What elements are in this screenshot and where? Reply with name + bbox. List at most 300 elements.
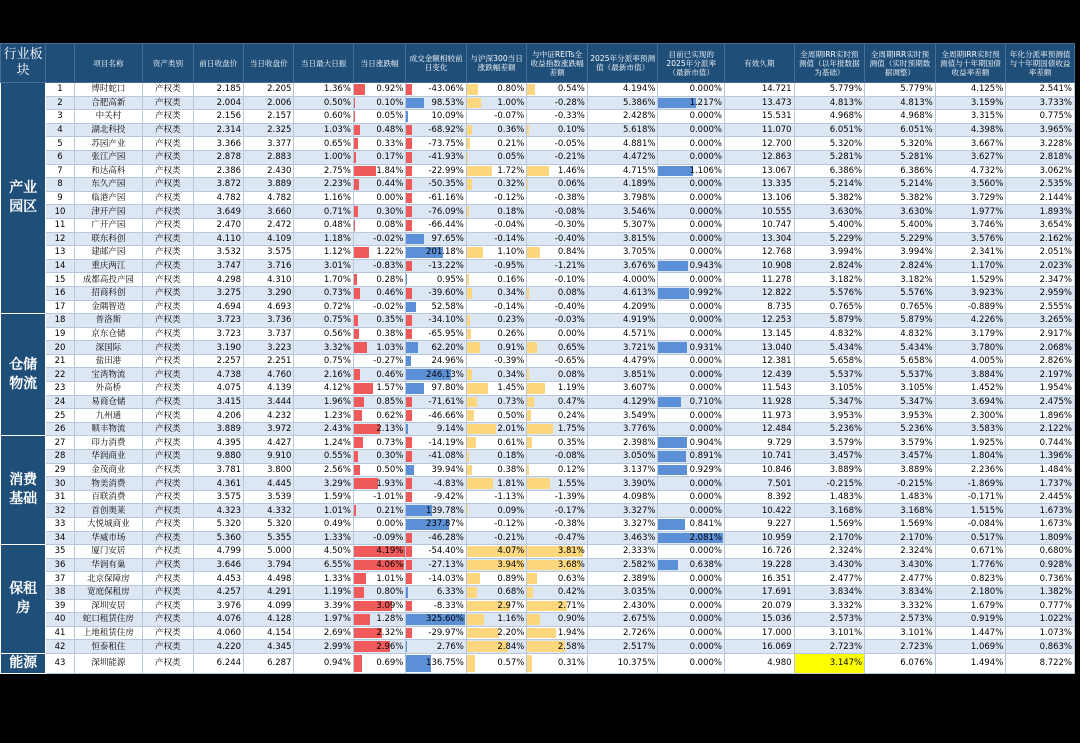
asset-class: 产权类	[143, 450, 193, 464]
data-bar	[467, 179, 472, 190]
column-header[interactable]: 与中证REITs全收益指数涨跌幅差额	[527, 44, 588, 83]
value-cell: 3.667%	[935, 137, 1006, 151]
value-cell: 2.675%	[587, 613, 658, 627]
value-cell: 15.531	[724, 110, 794, 124]
value-cell: 4.291	[244, 585, 294, 599]
value-cell: 0.928%	[1006, 558, 1075, 572]
table-row[interactable]	[1, 490, 1075, 504]
column-header[interactable]: 资产类别	[143, 44, 193, 83]
value-cell: 1.01%	[294, 504, 353, 518]
value-cell: 3.01%	[294, 259, 353, 273]
value-cell: 4.323	[193, 504, 243, 518]
table-row[interactable]	[1, 327, 1075, 341]
value-cell: 1.673%	[1006, 504, 1075, 518]
row-index: 28	[46, 450, 74, 464]
reits-table	[0, 43, 1075, 674]
table-row[interactable]	[1, 531, 1075, 545]
data-bar	[354, 573, 366, 584]
cell-value: 0.42%	[557, 587, 585, 598]
data-bar	[406, 206, 411, 217]
value-cell: 1.484%	[1006, 463, 1075, 477]
value-cell: 2.051%	[1006, 246, 1075, 260]
project-name: 华润有巢	[74, 558, 143, 572]
data-bar	[406, 125, 411, 136]
value-cell	[406, 314, 467, 328]
value-cell	[353, 218, 405, 232]
value-cell: -0.40%	[527, 232, 588, 246]
value-cell	[658, 518, 725, 532]
cell-value: 1.16%	[497, 614, 525, 625]
value-cell: 2.430	[244, 164, 294, 178]
value-cell	[406, 504, 467, 518]
value-cell: 4.398%	[935, 123, 1006, 137]
row-index: 9	[46, 191, 74, 205]
value-cell: 4.813%	[794, 96, 865, 110]
cell-value: 1.46%	[557, 165, 585, 176]
data-bar	[658, 451, 686, 462]
value-cell: 2.023%	[1006, 259, 1075, 273]
column-header[interactable]: 2025年分派率预测值（最新市值）	[587, 44, 658, 83]
value-cell: 12.381	[724, 354, 794, 368]
cell-value: 1.57%	[376, 383, 404, 394]
value-cell	[353, 286, 405, 300]
value-cell	[466, 545, 527, 559]
value-cell	[466, 368, 527, 382]
table-row[interactable]	[1, 395, 1075, 409]
value-cell	[466, 314, 527, 328]
value-cell: 2.162%	[1006, 232, 1075, 246]
value-cell: 5.236%	[865, 422, 936, 436]
table-row[interactable]	[1, 599, 1075, 613]
row-index: 11	[46, 218, 74, 232]
value-cell: 2.170%	[794, 531, 865, 545]
value-cell: -0.10%	[527, 273, 588, 287]
value-cell: 3.953%	[794, 409, 865, 423]
table-row[interactable]	[1, 164, 1075, 178]
row-index: 23	[46, 382, 74, 396]
value-cell: 4.715%	[587, 164, 658, 178]
value-cell: 4.12%	[294, 382, 353, 396]
table-row[interactable]	[1, 368, 1075, 382]
value-cell: 5.281%	[794, 150, 865, 164]
cell-value: 2.081%	[689, 532, 722, 543]
row-index: 31	[46, 490, 74, 504]
table-row[interactable]	[1, 640, 1075, 654]
table-row[interactable]	[1, 436, 1075, 450]
value-cell: 12.253	[724, 314, 794, 328]
value-cell: 0.55%	[294, 450, 353, 464]
row-index: 22	[46, 368, 74, 382]
cell-value: 97.65%	[431, 233, 464, 244]
cell-value: 0.80%	[497, 84, 525, 95]
value-cell: 4.226%	[935, 314, 1006, 328]
value-cell: 5.879%	[865, 314, 936, 328]
table-row[interactable]	[1, 504, 1075, 518]
table-row[interactable]	[1, 178, 1075, 192]
value-cell: 2.180%	[935, 585, 1006, 599]
value-cell	[466, 558, 527, 572]
data-bar	[406, 628, 411, 639]
project-name: 大悦城商业	[74, 518, 143, 532]
table-row[interactable]	[1, 246, 1075, 260]
cell-value: 2.97%	[497, 600, 525, 611]
data-bar	[467, 152, 468, 163]
value-cell: 1.893%	[1006, 205, 1075, 219]
table-row[interactable]	[1, 354, 1075, 368]
value-cell: 2.472	[244, 218, 294, 232]
table-row[interactable]	[1, 572, 1075, 586]
cell-value: 0.35%	[376, 315, 404, 326]
data-bar	[467, 397, 478, 408]
table-row[interactable]	[1, 205, 1075, 219]
table-row[interactable]	[1, 286, 1075, 300]
value-cell: 17.691	[724, 585, 794, 599]
table-row[interactable]	[1, 613, 1075, 627]
value-cell: 4.445	[244, 477, 294, 491]
value-cell: 6.051%	[865, 123, 936, 137]
value-cell: 0.863%	[1006, 640, 1075, 654]
table-row[interactable]	[1, 110, 1075, 124]
value-cell: 0.000%	[658, 653, 725, 673]
data-bar	[354, 369, 360, 380]
cell-value: 10.09%	[431, 111, 464, 122]
value-cell: 15.036	[724, 613, 794, 627]
cell-value: -8.33%	[433, 600, 464, 611]
column-header[interactable]: 有效久期	[724, 44, 794, 83]
table-row[interactable]	[1, 477, 1075, 491]
cell-value: -14.03%	[428, 573, 464, 584]
value-cell	[527, 436, 588, 450]
row-index: 35	[46, 545, 74, 559]
value-cell: 0.56%	[294, 327, 353, 341]
column-header[interactable]: 当日涨跌幅	[353, 44, 405, 83]
asset-class: 产权类	[143, 110, 193, 124]
value-cell	[527, 382, 588, 396]
row-index: 40	[46, 613, 74, 627]
value-cell: 1.673%	[1006, 518, 1075, 532]
column-header[interactable]: 年化分派率预测值与十年期国债收益率差额	[1006, 44, 1075, 83]
row-index: 37	[46, 572, 74, 586]
value-cell: 5.320%	[794, 137, 865, 151]
value-cell	[466, 205, 527, 219]
value-cell: 3.546%	[587, 205, 658, 219]
asset-class: 产权类	[143, 123, 193, 137]
asset-class: 产权类	[143, 558, 193, 572]
value-cell: 3.101%	[794, 626, 865, 640]
data-bar	[406, 356, 411, 367]
value-cell: 5.214%	[794, 178, 865, 192]
value-cell: 13.145	[724, 327, 794, 341]
cell-value: 2.20%	[497, 628, 525, 639]
value-cell: 0.000%	[658, 300, 725, 314]
column-header[interactable]: 前日收盘价	[193, 44, 243, 83]
value-cell	[406, 232, 467, 246]
value-cell	[466, 395, 527, 409]
table-row[interactable]	[1, 450, 1075, 464]
asset-class: 产权类	[143, 354, 193, 368]
table-row[interactable]	[1, 123, 1075, 137]
value-cell: 4.881%	[587, 137, 658, 151]
table-row[interactable]	[1, 545, 1075, 559]
cell-value: 1.94%	[557, 628, 585, 639]
asset-class: 产权类	[143, 368, 193, 382]
cell-value: 1.00%	[497, 97, 525, 108]
value-cell: 3.884%	[935, 368, 1006, 382]
project-name: 外高桥	[74, 382, 143, 396]
value-cell: 13.335	[724, 178, 794, 192]
value-cell: 11.928	[724, 395, 794, 409]
cell-value: 0.85%	[376, 396, 404, 407]
cell-value: 0.65%	[557, 342, 585, 353]
table-row[interactable]	[1, 341, 1075, 355]
value-cell: 0.94%	[294, 653, 353, 673]
project-name: 宽庭保租房	[74, 585, 143, 599]
cell-value: -46.28%	[428, 532, 464, 543]
cell-value: 3.81%	[557, 546, 585, 557]
value-cell	[527, 164, 588, 178]
value-cell: 3.694%	[935, 395, 1006, 409]
asset-class: 产权类	[143, 531, 193, 545]
column-header[interactable]: 全周期IRR实时预测值（实时预期数据调整）	[865, 44, 936, 83]
asset-class: 产权类	[143, 191, 193, 205]
table-row[interactable]	[1, 518, 1075, 532]
value-cell: 1.494%	[935, 653, 1006, 673]
column-header[interactable]: 目前已实现的2025年分派率（最新市值）	[658, 44, 725, 83]
data-bar	[527, 573, 536, 584]
value-cell: 0.777%	[1006, 599, 1075, 613]
header-row	[1, 44, 1075, 83]
value-cell	[353, 96, 405, 110]
value-cell: 3.834%	[794, 585, 865, 599]
cell-value: 1.55%	[557, 478, 585, 489]
table-row[interactable]	[1, 232, 1075, 246]
value-cell: 2.185	[193, 83, 243, 97]
project-name: 物美消费	[74, 477, 143, 491]
value-cell: 10.555	[724, 205, 794, 219]
asset-class: 产权类	[143, 327, 193, 341]
project-name: 金隅智造	[74, 300, 143, 314]
data-bar	[354, 614, 370, 625]
value-cell: 2.878	[193, 150, 243, 164]
value-cell: 2.300%	[935, 409, 1006, 423]
cell-value: 0.16%	[497, 274, 525, 285]
data-bar	[527, 614, 540, 625]
value-cell: -0.30%	[527, 218, 588, 232]
value-cell: 2.824%	[794, 259, 865, 273]
value-cell: 1.737%	[1006, 477, 1075, 491]
data-bar	[467, 587, 477, 598]
value-cell: -0.215%	[865, 477, 936, 491]
cell-value: 0.17%	[376, 152, 404, 163]
cell-value: 0.69%	[376, 658, 404, 669]
cell-value: 4.19%	[376, 546, 404, 557]
value-cell: 1.569%	[794, 518, 865, 532]
data-bar	[527, 587, 533, 598]
cell-value: 0.54%	[557, 84, 585, 95]
value-cell	[527, 626, 588, 640]
value-cell	[527, 572, 588, 586]
value-cell: -0.02%	[353, 232, 405, 246]
value-cell: 0.000%	[658, 382, 725, 396]
row-index: 21	[46, 354, 74, 368]
table-row[interactable]	[1, 96, 1075, 110]
value-cell	[353, 314, 405, 328]
value-cell	[658, 96, 725, 110]
value-cell: 2.236%	[935, 463, 1006, 477]
data-bar	[467, 478, 493, 489]
value-cell: 0.000%	[658, 218, 725, 232]
cell-value: 0.89%	[497, 573, 525, 584]
value-cell: 3.327%	[587, 504, 658, 518]
table-row[interactable]	[1, 83, 1075, 97]
data-bar	[527, 397, 534, 408]
value-cell: 2.23%	[294, 178, 353, 192]
table-row[interactable]	[1, 150, 1075, 164]
value-cell: 3.781	[193, 463, 243, 477]
table-row[interactable]	[1, 137, 1075, 151]
table-row[interactable]	[1, 422, 1075, 436]
column-header[interactable]: 项目名称	[74, 44, 143, 83]
project-name: 盐田港	[74, 354, 143, 368]
row-index: 19	[46, 327, 74, 341]
value-cell	[466, 341, 527, 355]
value-cell: 3.532	[193, 246, 243, 260]
value-cell: 6.386%	[794, 164, 865, 178]
row-index: 6	[46, 150, 74, 164]
asset-class: 产权类	[143, 422, 193, 436]
cell-value: -73.75%	[428, 138, 464, 149]
table-row[interactable]	[1, 382, 1075, 396]
value-cell	[527, 341, 588, 355]
row-index: 42	[46, 640, 74, 654]
table-row[interactable]	[1, 558, 1075, 572]
value-cell: 3.415	[193, 395, 243, 409]
value-cell	[406, 327, 467, 341]
column-header[interactable]	[46, 44, 74, 83]
cell-value: -43.06%	[428, 84, 464, 95]
asset-class: 产权类	[143, 653, 193, 673]
project-name: 上地租赁住房	[74, 626, 143, 640]
table-row[interactable]	[1, 191, 1075, 205]
value-cell: 3.182%	[794, 273, 865, 287]
value-cell: 2.006	[244, 96, 294, 110]
project-name: 广开产园	[74, 218, 143, 232]
value-cell: -0.28%	[527, 96, 588, 110]
column-header[interactable]: 全周期IRR实时预测值与十年期国债收益率差额	[935, 44, 1006, 83]
column-header[interactable]: 当日最大日振	[294, 44, 353, 83]
cell-value: 1.19%	[557, 383, 585, 394]
value-cell: 0.765%	[865, 300, 936, 314]
value-cell: 3.105%	[865, 382, 936, 396]
cell-value: 2.71%	[557, 600, 585, 611]
value-cell: 4.060	[193, 626, 243, 640]
project-name: 博时蛇口	[74, 83, 143, 97]
asset-class: 产权类	[143, 409, 193, 423]
column-header[interactable]: 全周期IRR实时预测值（以年报数据为基础）	[794, 44, 865, 83]
value-cell: -1.13%	[466, 490, 527, 504]
asset-class: 产权类	[143, 613, 193, 627]
cell-value: -4.83%	[433, 478, 464, 489]
value-cell	[406, 123, 467, 137]
table-row[interactable]	[1, 409, 1075, 423]
table-row[interactable]	[1, 653, 1075, 673]
value-cell	[406, 341, 467, 355]
value-cell: 8.722%	[1006, 653, 1075, 673]
value-cell: 4.154	[244, 626, 294, 640]
value-cell: 4.232	[244, 409, 294, 423]
value-cell: 4.980	[724, 653, 794, 673]
cell-value: 0.710%	[689, 396, 722, 407]
value-cell	[353, 409, 405, 423]
value-cell	[527, 463, 588, 477]
value-cell	[466, 96, 527, 110]
value-cell	[527, 653, 588, 673]
cell-value: 2.96%	[376, 641, 404, 652]
cell-value: 237.87%	[426, 519, 464, 530]
value-cell	[353, 137, 405, 151]
value-cell: 2.541%	[1006, 83, 1075, 97]
column-header[interactable]: 当日收盘价	[244, 44, 294, 83]
cell-value: 0.30%	[376, 451, 404, 462]
data-bar	[467, 369, 472, 380]
value-cell: 0.000%	[658, 599, 725, 613]
cell-value: 0.47%	[557, 396, 585, 407]
table-row[interactable]	[1, 273, 1075, 287]
value-cell: 9.880	[193, 450, 243, 464]
table-row[interactable]	[1, 463, 1075, 477]
value-cell: 5.779%	[865, 83, 936, 97]
value-cell	[353, 626, 405, 640]
data-bar	[354, 315, 358, 326]
value-cell: 3.444	[244, 395, 294, 409]
table-row[interactable]	[1, 585, 1075, 599]
table-row[interactable]	[1, 314, 1075, 328]
value-cell	[466, 382, 527, 396]
value-cell: 1.925%	[935, 436, 1006, 450]
project-name: 首创奥莱	[74, 504, 143, 518]
data-bar	[406, 261, 411, 272]
data-bar	[354, 383, 373, 394]
cell-value: 3.09%	[376, 600, 404, 611]
project-name: 普洛斯	[74, 314, 143, 328]
value-cell: 3.579%	[865, 436, 936, 450]
column-header[interactable]: 成交金额相较前日变化	[406, 44, 467, 83]
data-bar	[354, 342, 367, 353]
table-row[interactable]	[1, 626, 1075, 640]
value-cell: 0.71%	[294, 205, 353, 219]
value-cell: 5.779%	[794, 83, 865, 97]
value-cell: 5.320	[193, 518, 243, 532]
value-cell: 1.515%	[935, 504, 1006, 518]
column-header[interactable]: 行业板块	[1, 44, 46, 83]
column-header[interactable]: 与沪深300当日涨跌幅差额	[466, 44, 527, 83]
cell-value: 0.34%	[497, 288, 525, 299]
cell-value: 0.28%	[376, 274, 404, 285]
cell-value: 0.10%	[557, 125, 585, 136]
asset-class: 产权类	[143, 463, 193, 477]
data-bar	[467, 655, 475, 672]
table-row[interactable]	[1, 259, 1075, 273]
table-row[interactable]	[1, 300, 1075, 314]
data-bar	[406, 342, 417, 353]
value-cell: 13.067	[724, 164, 794, 178]
value-cell	[353, 585, 405, 599]
value-cell	[406, 653, 467, 673]
table-row[interactable]	[1, 218, 1075, 232]
data-bar	[527, 410, 530, 421]
asset-class: 产权类	[143, 83, 193, 97]
value-cell: 0.50%	[294, 96, 353, 110]
